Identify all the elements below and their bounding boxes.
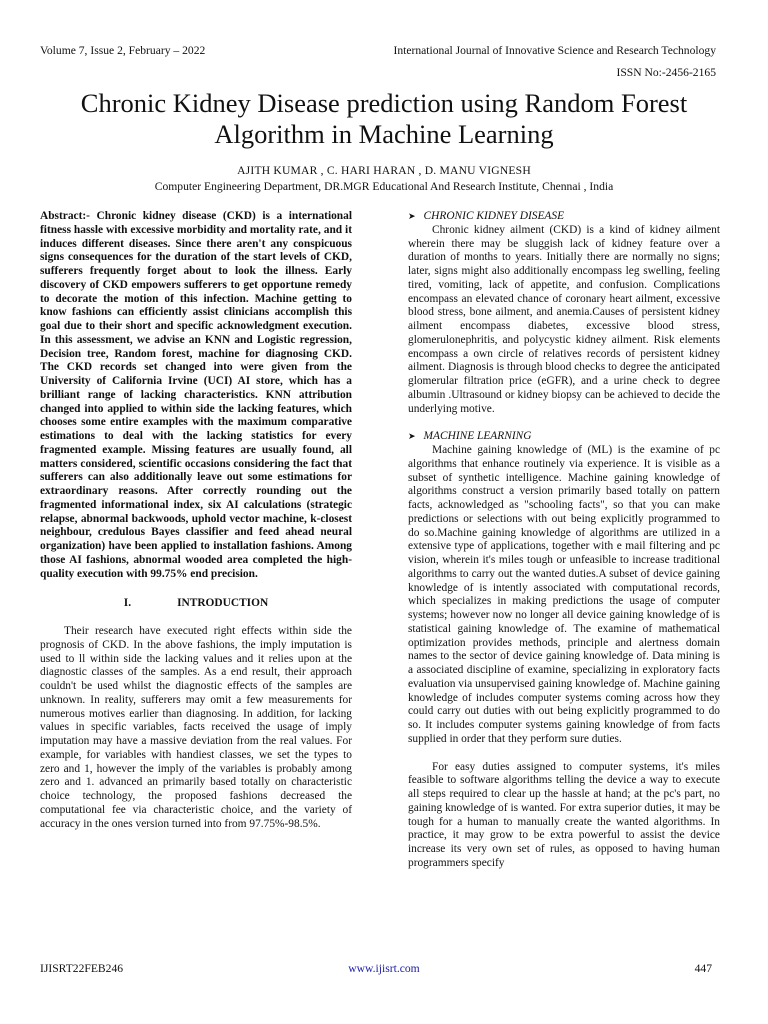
right-column	[408, 210, 720, 871]
ml-heading	[408, 430, 720, 444]
section-title: INTRODUCTION	[177, 597, 269, 610]
header-journal-name: International Journal of Innovative Science and Research Technology	[393, 44, 716, 57]
header-issn: ISSN No:-2456-2165	[616, 66, 716, 79]
ckd-paragraph: Chronic kidney ailment (CKD) is a kind of kidney ailment wherein there may be sluggish lack of kidney feature over a duration of months to years. Initially there are normally no signs; later, signs might also additionally encompass leg swelling, feeling tired, vomiting, lack of appetite, and confusion. Complications encompass an elevated chance of coronary heart ailment, excessive blood stress, bone ailment, and anemia.Causes of persistent kidney ailment encompass diabetes, excessive blood stress, glomerulonephritis, and polycystic kidney ailment. Risk elements encompass a own circle of relatives records of persistent kidney ailment. Diagnosis is through blood checks to degree the anticipated glomerular filtration price (eGFR), and a urine check to degree albumin .Ultrasound or kidney biopsy can be achieved to decide the underlying motive.	[408, 223, 720, 415]
paper-authors: AJITH KUMAR , C. HARI HARAN , D. MANU VIGNESH	[237, 164, 531, 177]
abstract-text: Abstract:- Chronic kidney disease (CKD) is a international fitness hassle with excessive morbidity and mortality rate, and it induces different diseases. Since there aren't any conspicuous signs consequences for the duration of the start levels of CKD, sufferers frequently forget about to look the illness. Early discovery of CKD empowers sufferers to get opportune remedy to decorate the motion of this infection. Machine getting to know fashions can efficiently assist clinicians accomplish this goal due to their short and specific acknowledgment execution. In this assessment, we advise an KNN and Logistic regression, Decision tree, Random forest, machine for diagnosing CKD. The CKD records set changed into were given from the University of California Irvine (UCI) AI store, which has a brilliant range of lacking characteristics. KNN attribution changed into applied to within side the lacking features, which chooses some entire examples with the maximum comparative estimations to deal with the lacking statistics for every fragmented example. Missing features are usually found, all matters considered, scientific occasions considering the fact that sufferers can also additionally leave out some estimations for extraordinary reasons. After correctly rounding out the fragmented informational index, six AI calculations (strategic relapse, abnormal backwoods, uphold vector machine, k-closest neighbour, credulous Bayes classifier and feed ahead neural organization) have been applied to installation fashions. Among those AI fashions, abnormal wooded area completed the high-quality execution with 99.75% end precision.	[40, 210, 352, 580]
arrow-bullet-icon: ➤	[408, 431, 416, 442]
header-volume: Volume 7, Issue 2, February – 2022	[40, 44, 206, 57]
section-number: I.	[123, 597, 132, 610]
paper-affiliation: Computer Engineering Department, DR.MGR Educational And Research Institute, Chennai , India	[154, 180, 614, 193]
introduction-heading	[40, 597, 352, 611]
footer-page-number: 447	[694, 962, 712, 975]
ckd-heading-text: CHRONIC KIDNEY DISEASE	[423, 210, 565, 222]
left-column	[40, 210, 352, 831]
ml-heading-text: MACHINE LEARNING	[423, 430, 532, 443]
ml-paragraph-2: For easy duties assigned to computer systems, it's miles feasible to software algorithms telling the device a way to execute all steps required to clear up the hassle at hand; at the pc's part, no gaining knowledge of is wanted. For extra superior duties, it may be tough for a human to manually create the wanted algorithms. In practice, it may grow to be extra powerful to assist the device increase its very own set of rules, as opposed to having human programmers specify	[408, 760, 720, 869]
paper-title: Chronic Kidney Disease prediction using Random Forest Algorithm in Machine Learning	[80, 88, 688, 149]
ml-paragraph-1: Machine gaining knowledge of (ML) is the examine of pc algorithms that enhance routinely via experience. It is visible as a subset of synthetic intelligence. Machine gaining knowledge of algorithms construct a version primarily based totally on pattern facts, acknowledged as "schooling facts", so that you can make predictions or selections with out being explicitly programmed to do so.Machine gaining knowledge of algorithms are utilized in a extensive type of applications, together with e mail filtering and pc vision, wherein it's miles tough or unfeasible to increase traditional algorithms to carry out the wanted duties.A subset of device gaining knowledge of is intently associated with computational records, which specializes in making predictions the usage of computer systems; however now no longer all device gaining knowledge of is statistical gaining knowledge of. The examine of mathematical optimization provides methods, principle and alertness domain names to the sector of device gaining knowledge of. Data mining is a associated discipline of examine, specializing in exploratory facts evaluation via unsupervised gaining knowledge of. Machine gaining knowledge of includes computer systems coming across how they could carry out duties with out being explicitly programmed to do so. It includes computer systems gaining knowledge of from facts supplied in order that they perform sure duties.	[408, 444, 720, 745]
footer-website-link[interactable]: www.ijisrt.com	[348, 962, 420, 975]
arrow-bullet-icon: ➤	[408, 211, 416, 221]
introduction-paragraph: Their research have executed right effects within side the prognosis of CKD. In the above fashions, the imply imputation is used to ll within side the lacking values and it relies upon at the diagnostic classes of the samples. As a end result, their approach couldn't be used whilst the diagnostic effects of the samples are unknown. In reality, sufferers may omit a few measurements for numerous motives earlier than diagnosing. In addition, for lacking values in specific variables, facts received the usage of imply imputation may have a massive deviation from the real values. For example, for variables with handiest classes, we set the types to zero and 1, however the imply of the variables is probably among zero and 1. advanced an primarily based totally on characteristic choice technology, the proposed fashions decreased the computational fee via characteristic choice, and the variety of accuracy in the ones version turned into from 97.75%-98.5%.	[40, 625, 352, 830]
footer-article-id: IJISRT22FEB246	[40, 962, 124, 975]
ckd-heading	[408, 210, 720, 224]
